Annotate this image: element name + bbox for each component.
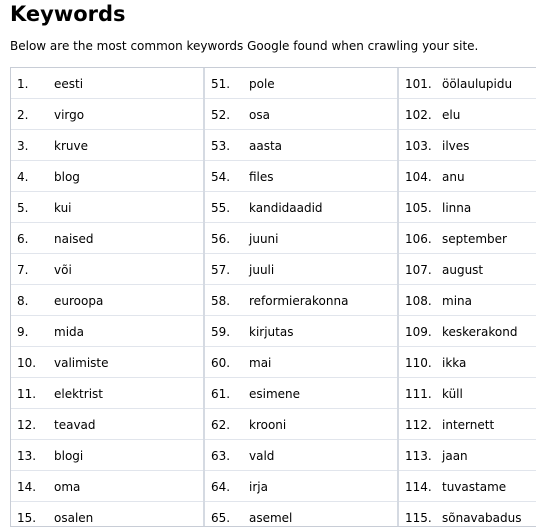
keyword-row: [205, 378, 397, 409]
keyword-rank: 6.: [17, 232, 29, 246]
keyword-rank: 107.: [405, 263, 432, 277]
keyword-row: [205, 285, 397, 316]
keyword-rank: 1.: [17, 77, 29, 91]
keyword-row: [399, 99, 536, 130]
keyword-text: juuli: [249, 263, 275, 277]
keyword-row: [399, 409, 536, 440]
keyword-row: [399, 161, 536, 192]
keyword-row: [205, 440, 397, 471]
keyword-row: [399, 378, 536, 409]
keyword-text: linna: [442, 201, 472, 215]
keyword-text: irja: [249, 480, 268, 494]
keyword-text: osalen: [54, 511, 94, 525]
keyword-rank: 101.: [405, 77, 432, 91]
keyword-rank: 108.: [405, 294, 432, 308]
keyword-row: [399, 130, 536, 161]
keyword-rank: 63.: [211, 449, 231, 463]
keyword-row: [205, 130, 397, 161]
keyword-rank: 113.: [405, 449, 432, 463]
keyword-rank: 56.: [211, 232, 231, 246]
keyword-row: [11, 130, 203, 161]
keyword-row: [399, 285, 536, 316]
keyword-text: sõnavabadus: [442, 511, 522, 525]
keyword-rank: 3.: [17, 139, 29, 153]
keyword-text: osa: [249, 108, 270, 122]
keyword-text: küll: [442, 387, 463, 401]
keyword-row: [399, 316, 536, 347]
keyword-text: kruve: [54, 139, 88, 153]
keyword-row: [11, 378, 203, 409]
keyword-rank: 106.: [405, 232, 432, 246]
keyword-text: valimiste: [54, 356, 109, 370]
keyword-rank: 7.: [17, 263, 29, 277]
keyword-text: vald: [249, 449, 275, 463]
keyword-text: mina: [442, 294, 472, 308]
keyword-rank: 59.: [211, 325, 231, 339]
keyword-rank: 109.: [405, 325, 432, 339]
keyword-row: [11, 347, 203, 378]
keyword-row: [11, 471, 203, 502]
keyword-text: juuni: [249, 232, 279, 246]
keyword-row: [11, 99, 203, 130]
keyword-column: [11, 68, 205, 526]
keyword-rank: 58.: [211, 294, 231, 308]
keyword-rank: 60.: [211, 356, 231, 370]
page-description: Below are the most common keywords Google found when crawling your site.: [10, 39, 479, 53]
keyword-row: [205, 316, 397, 347]
keyword-rank: 114.: [405, 480, 432, 494]
keyword-text: virgo: [54, 108, 85, 122]
keyword-row: [11, 254, 203, 285]
keyword-row: [205, 161, 397, 192]
keyword-text: reformierakonna: [249, 294, 349, 308]
keyword-text: anu: [442, 170, 465, 184]
keyword-row: [399, 192, 536, 223]
keyword-text: ilves: [442, 139, 470, 153]
keyword-row: [11, 502, 203, 527]
keyword-row: [399, 254, 536, 285]
keyword-row: [399, 502, 536, 527]
keyword-row: [399, 223, 536, 254]
keyword-text: ikka: [442, 356, 467, 370]
keyword-row: [205, 471, 397, 502]
keyword-text: internett: [442, 418, 495, 432]
keyword-rank: 13.: [17, 449, 37, 463]
keyword-text: asemel: [249, 511, 293, 525]
keyword-text: august: [442, 263, 484, 277]
keyword-text: kandidaadid: [249, 201, 323, 215]
keyword-row: [205, 502, 397, 527]
keyword-rank: 4.: [17, 170, 29, 184]
keyword-rank: 54.: [211, 170, 231, 184]
keyword-rank: 9.: [17, 325, 29, 339]
keyword-text: esimene: [249, 387, 301, 401]
keyword-text: krooni: [249, 418, 287, 432]
keyword-text: keskerakond: [442, 325, 518, 339]
keyword-row: [11, 223, 203, 254]
keyword-rank: 51.: [211, 77, 231, 91]
keyword-row: [11, 316, 203, 347]
keyword-text: oma: [54, 480, 81, 494]
keyword-text: öölaulupidu: [442, 77, 513, 91]
keywords-table: [10, 67, 536, 527]
keyword-row: [205, 223, 397, 254]
keyword-rank: 104.: [405, 170, 432, 184]
keyword-row: [11, 192, 203, 223]
keyword-rank: 5.: [17, 201, 29, 215]
keyword-rank: 57.: [211, 263, 231, 277]
keyword-rank: 65.: [211, 511, 231, 525]
keyword-rank: 61.: [211, 387, 231, 401]
keyword-row: [205, 68, 397, 99]
keyword-row: [11, 440, 203, 471]
keyword-row: [11, 285, 203, 316]
keyword-rank: 52.: [211, 108, 231, 122]
keyword-text: elu: [442, 108, 461, 122]
page-title: Keywords: [10, 2, 126, 26]
keyword-column: [399, 68, 536, 526]
keyword-text: või: [54, 263, 72, 277]
keyword-rank: 55.: [211, 201, 231, 215]
keyword-text: jaan: [442, 449, 468, 463]
keyword-row: [399, 440, 536, 471]
keyword-rank: 62.: [211, 418, 231, 432]
keyword-text: blogi: [54, 449, 84, 463]
keyword-rank: 103.: [405, 139, 432, 153]
keyword-text: elektrist: [54, 387, 103, 401]
keyword-text: eesti: [54, 77, 84, 91]
keyword-text: blog: [54, 170, 80, 184]
keyword-rank: 2.: [17, 108, 29, 122]
keyword-text: kirjutas: [249, 325, 294, 339]
keyword-text: pole: [249, 77, 275, 91]
keyword-rank: 64.: [211, 480, 231, 494]
keyword-text: tuvastame: [442, 480, 507, 494]
keyword-row: [205, 409, 397, 440]
keyword-row: [399, 471, 536, 502]
keyword-rank: 110.: [405, 356, 432, 370]
keyword-rank: 14.: [17, 480, 37, 494]
keyword-text: files: [249, 170, 274, 184]
keyword-row: [11, 409, 203, 440]
keyword-rank: 15.: [17, 511, 37, 525]
keyword-text: teavad: [54, 418, 96, 432]
keyword-rank: 112.: [405, 418, 432, 432]
keyword-row: [205, 347, 397, 378]
keyword-text: mai: [249, 356, 272, 370]
keyword-row: [399, 347, 536, 378]
keyword-row: [399, 68, 536, 99]
keyword-rank: 12.: [17, 418, 37, 432]
keyword-rank: 8.: [17, 294, 29, 308]
keyword-rank: 102.: [405, 108, 432, 122]
keyword-row: [11, 161, 203, 192]
keyword-row: [205, 254, 397, 285]
keyword-row: [205, 99, 397, 130]
keyword-rank: 53.: [211, 139, 231, 153]
keyword-rank: 115.: [405, 511, 432, 525]
keyword-rank: 10.: [17, 356, 37, 370]
keyword-column: [205, 68, 399, 526]
keyword-text: aasta: [249, 139, 283, 153]
keyword-rank: 111.: [405, 387, 432, 401]
keyword-text: euroopa: [54, 294, 104, 308]
keyword-row: [11, 68, 203, 99]
keyword-row: [205, 192, 397, 223]
keyword-rank: 11.: [17, 387, 37, 401]
keyword-text: naised: [54, 232, 94, 246]
keyword-text: kui: [54, 201, 72, 215]
keyword-text: mida: [54, 325, 84, 339]
keyword-text: september: [442, 232, 507, 246]
keyword-rank: 105.: [405, 201, 432, 215]
